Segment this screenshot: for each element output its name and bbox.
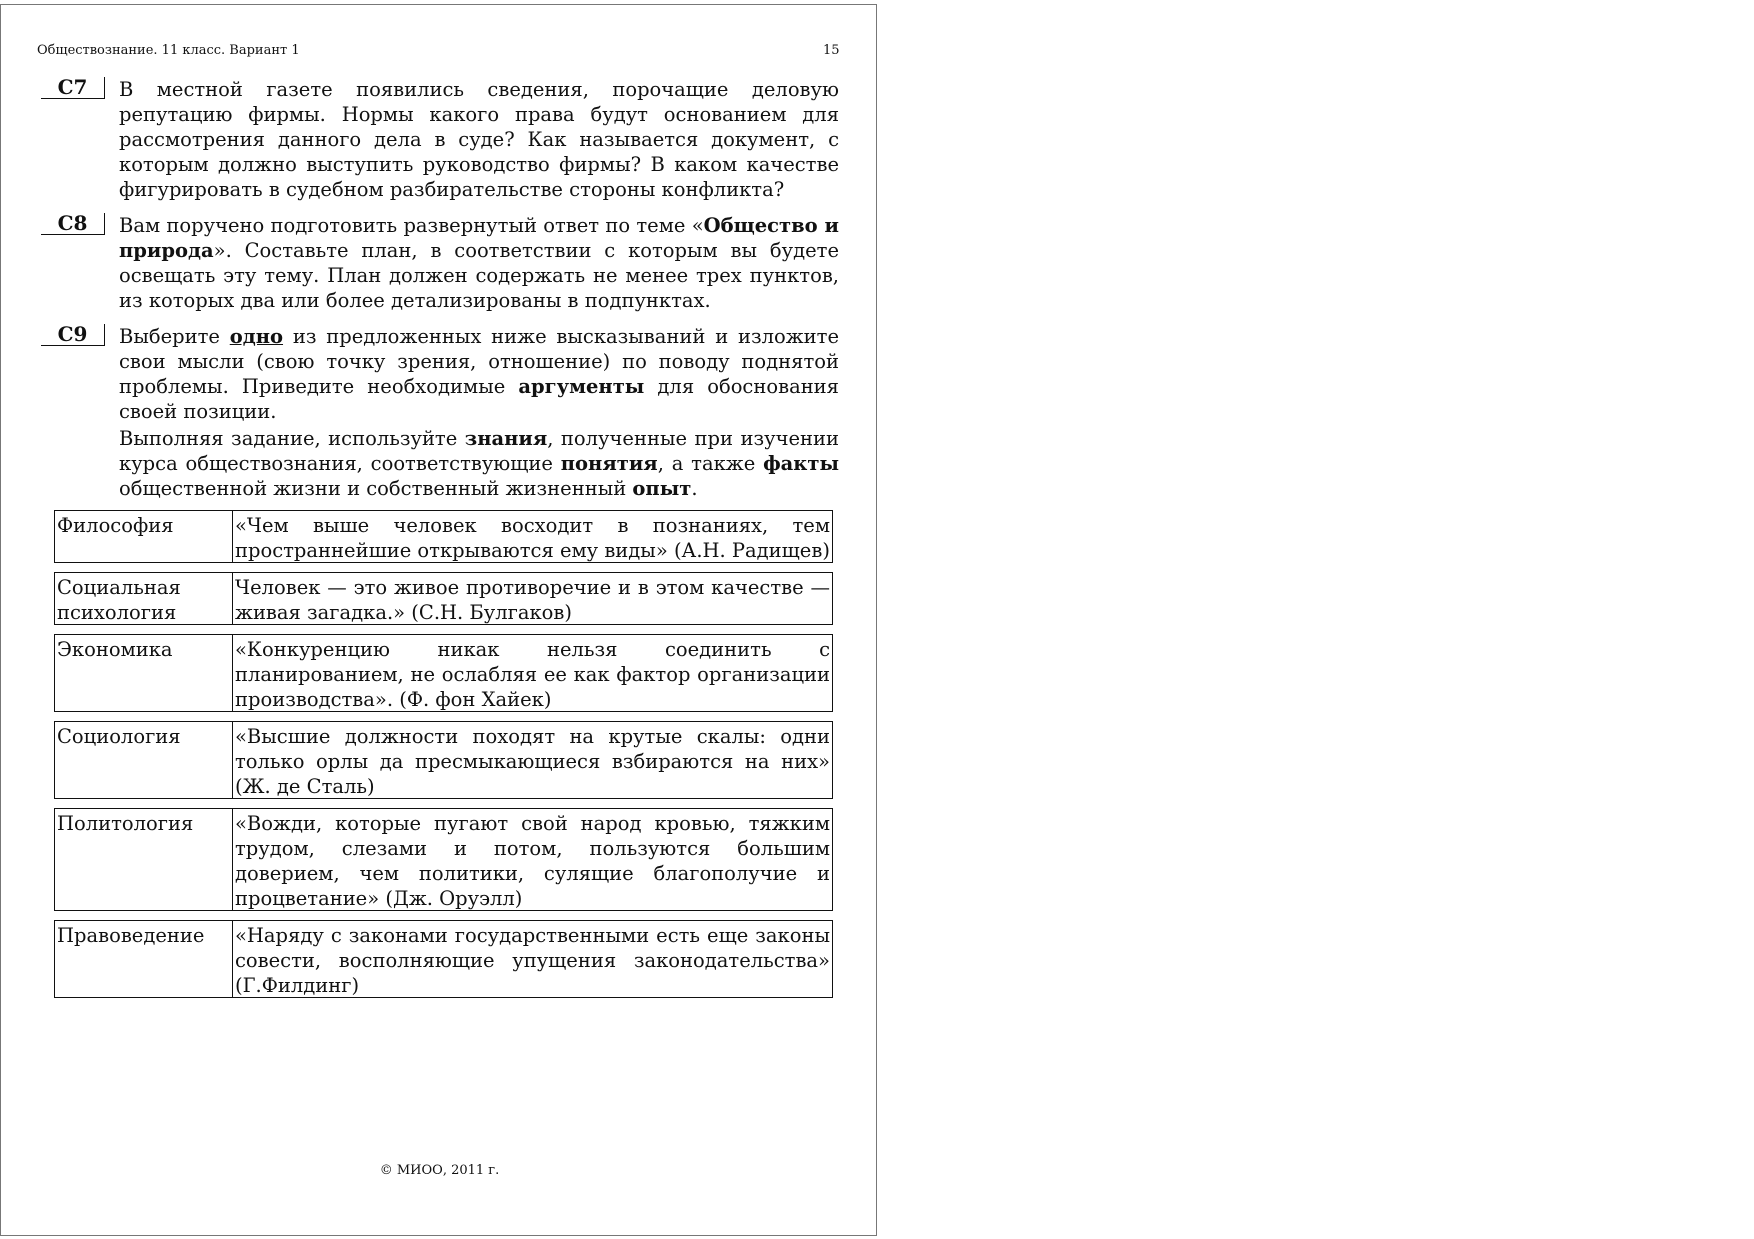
c9-p2-knowledge: знания bbox=[464, 427, 548, 450]
c9-p2-concepts: понятия bbox=[560, 452, 658, 475]
c9-p1-args: аргументы bbox=[518, 375, 645, 398]
page-header-title: Обществознание. 11 класс. Вариант 1 bbox=[37, 43, 300, 58]
quote-row-law bbox=[54, 920, 833, 998]
page-number: 15 bbox=[823, 43, 840, 58]
quote-text: Человек — это живое противоречие и в этом качестве — живая загадка.» (С.Н. Булгаков) bbox=[235, 576, 830, 624]
c8-topic: Общество и природа bbox=[119, 214, 839, 262]
quote-subject: Социальная психология bbox=[55, 573, 233, 624]
task-c9-paragraph-1 bbox=[119, 324, 839, 424]
c9-p2-b: , полученные при изучении курса обществознания, соответствующие bbox=[119, 427, 839, 475]
c8-text-after: ». Составьте план, в соответствии с которым вы будете освещать эту тему. План должен содержать не менее трех пунктов, из которых два или более детализированы в подпунктах. bbox=[119, 239, 839, 312]
task-c8 bbox=[41, 213, 839, 313]
c9-p2-experience: опыт bbox=[632, 477, 692, 500]
quote-row-social-psychology bbox=[54, 572, 833, 625]
task-label-c8: С8 bbox=[41, 213, 105, 235]
c9-p2-facts: факты bbox=[763, 452, 839, 475]
c9-p2-d: общественной жизни и собственный жизненный bbox=[119, 477, 633, 500]
c9-p1-b: из предложенных ниже высказываний и изложите свои мысли (свою точку зрения, отношение) по поводу поднятой проблемы. Приведите необходимые bbox=[119, 325, 839, 398]
c9-p1-one: одно bbox=[229, 325, 284, 348]
task-c9 bbox=[41, 324, 839, 501]
task-c7-paragraph: В местной газете появились сведения, порочащие деловую репутацию фирмы. Нормы какого права будут основанием для рассмотрения данного дела в суде? Как называется документ, с которым должно выступить руководство фирмы? В каком качестве фигурировать в судебном разбирательстве стороны конфликта? bbox=[119, 78, 839, 201]
footer-copyright: © МИОО, 2011 г. bbox=[379, 1163, 500, 1178]
task-label-c7: С7 bbox=[41, 77, 105, 99]
quote-row-economics bbox=[54, 634, 833, 712]
task-c8-paragraph bbox=[119, 213, 839, 313]
quote-text: «Чем выше человек восходит в познаниях, тем пространнейшие открываются ему виды» (А.Н. Радищев) bbox=[235, 514, 830, 562]
task-c9-paragraph-2 bbox=[119, 426, 839, 501]
c9-p2-e: . bbox=[691, 477, 698, 500]
exam-page bbox=[0, 4, 877, 1236]
quote-subject: Экономика bbox=[55, 635, 233, 711]
quote-text: «Высшие должности походят на крутые скалы: одни только орлы да пресмыкающиеся взбираются на них» (Ж. де Сталь) bbox=[235, 725, 830, 798]
quote-subject: Правоведение bbox=[55, 921, 233, 997]
task-c7 bbox=[41, 77, 839, 202]
task-c8-text bbox=[119, 213, 839, 313]
task-c7-text bbox=[119, 77, 839, 202]
c9-p1-a: Выберите bbox=[119, 325, 230, 348]
c9-p2-c: , а также bbox=[657, 452, 764, 475]
quote-subject: Философия bbox=[55, 511, 233, 562]
quote-subject: Социология bbox=[55, 722, 233, 798]
quote-text: «Наряду с законами государственными есть еще законы совести, восполняющие упущения законодательства» (Г.Филдинг) bbox=[235, 924, 830, 997]
quote-row-sociology bbox=[54, 721, 833, 799]
quote-row-political-science bbox=[54, 808, 833, 911]
c9-p2-a: Выполняя задание, используйте bbox=[119, 427, 465, 450]
task-c9-text bbox=[119, 324, 839, 501]
task-label-c9: С9 bbox=[41, 324, 105, 346]
quote-text: «Конкуренцию никак нельзя соединить с планированием, не ослабляя ее как фактор организации производства». (Ф. фон Хайек) bbox=[235, 638, 830, 711]
quote-subject: Политология bbox=[55, 809, 233, 910]
c8-text-before: Вам поручено подготовить развернутый ответ по теме « bbox=[119, 214, 704, 237]
c9-p1-c: для обоснования своей позиции. bbox=[119, 375, 839, 423]
quote-row-philosophy bbox=[54, 510, 833, 563]
quote-text: «Вожди, которые пугают свой народ кровью, тяжким трудом, слезами и потом, пользуются большим доверием, чем политики, сулящие благополучие и процветание» (Дж. Оруэлл) bbox=[235, 812, 830, 910]
